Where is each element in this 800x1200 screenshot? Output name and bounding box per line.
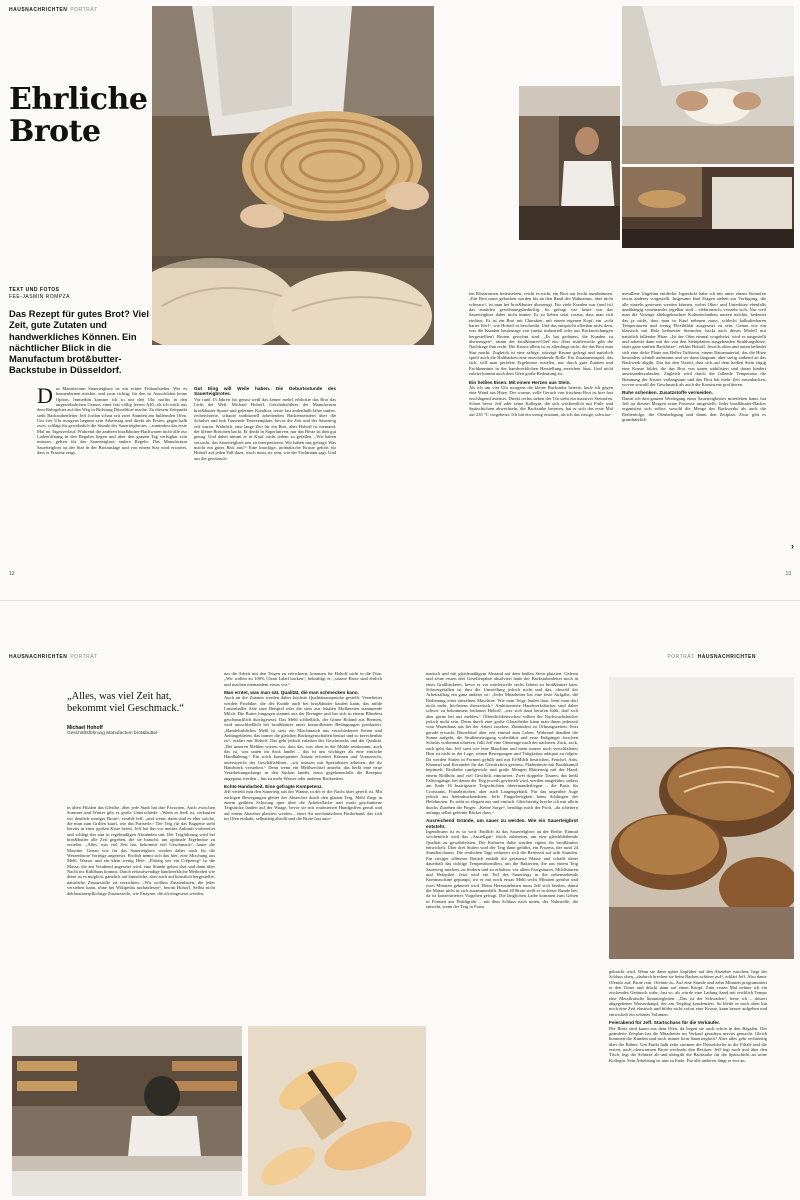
top-column-3: ten Röstaromen freizusetzen, reicht es nicht, ein Brot nur leicht anzubräunen. „Ein Brot muss gebacken werden bis an den Rand des Wahnsinns, aber nicht schwarz“, ist man bei brot&butter überzeugt. Für viele Kunden war (und ist) das zunächst gewöhnungsbedürftig. So gefragt wie heute war das Sauerteigbrot daher nicht immer. Es zu lieben setzt voraus, dass man sich einlässt. Es ist ein Brot mit Charakter, mit einem eigenen Kopf, ein „echt harter Kerl“, wie Hohoff es beschreibt. Und das entspricht offenbar nicht dem, was die Kunden heutzutage von (meist industriell oder aus Backmischungen hergestellten) Broten gewohnt sind. „Es hat gedauert, die Kunden zu überzeugen“, räumt der brot&butter-Chef ein. Aber mittlerweile gibt die Nachfrage ihm recht. Die Kruste allein ist es allerdings nicht, die das Brot zum Star macht. Zugleich ist eine saftige, würzige Krume gefragt und natürlich spielt auch die Haltbarkeit eine entscheidende Rolle. Ein Zusammenspiel, das sich, will man perfekte Ergebnisse erzielen, nur durch gute Zutaten und Fachkenntnis in der handwerklichen Herstellung erreichen lässt. Und nicht zuletzt kommt auch dem Ofen große Bedeutung zu. Ein heißes Eisen. Mit einem Herzen aus Stein. Als ich um vier Uhr morgens die kleine Backstube betrete, laufe ich gegen eine Wand aus Hitze. Der warme, volle Geruch von frischem Brot ist hier fast erschlagend intensiv. Direkt rechts neben der Tür steht ein massiver Steinofen. Schon bevor Jeff oder seine Kollegin, die sich wöchentlich mit Früh- und Spätschichten abwechseln, die Backstube betreten, hat er sich das erste Mal auf 235 °C vorgeheizt. Ich bin ein wenig erstaunt, als ich das riesige, schwarz-: [469, 291, 613, 417]
bottom-column-4: gebracht wird. Wenn sie dann später kopfüber auf den Abzieher rutschen, liegt der Schluss oben, „dadurch brechen sie beim Backen schöner auf“, erklärt Jeff. Also dann: Ofentür auf. Brote rein. Ofentür zu. Auf eine Stunde und zehn Minuten programmiert er den Timer und drückt dann auf einen Knopf. Zum ersten Mal nehme ich ein zischendes Geräusch wahr, fast so, als würde eine Ladung Sand mit reichlich Tempo eine Metallrutsche hinuntergleiten. „Das ist der Schwaden“, lerne ich – dosiert abgegebener Wasserdampf, der am Teigling kondensiert. So bleibt er nach oben hin noch eine Zeit elastisch und bildet nicht sofort eine Kruste, kann besser aufgehen und entwickelt ein schönes Volumen. Feierabend für Jeff. Startschuss für die Verkäufer. Die Brote sind kaum aus dem Ofen, da liegen sie auch schon in den Regalen. Der geänderte Zeitplan hat die Mitarbeiter im Verkauf geradezu nervös gemacht. Gleich kommen die Kunden und noch immer kein Sauerteigbrot? Aber alles geht rechtzeitig über die Bühne. Um Punkt halb zehn strömen die Düsseldorfer in die Filiale und die ersten, noch ofenwarmen Brote wechseln den Besitzer. Jeff fegt noch mal über den Tisch, legt die Schürze ab und übergibt die Backstube für die Spätschicht an seine Kollegin. Sein Arbeitstag ist nun zu Ende. Für alle anderen fängt er erst an.: [609, 969, 767, 1063]
running-head-right-bottom: PORTRÄT HAUSNACHRICHTEN: [667, 654, 756, 660]
top-column-1: D as Manufactum Sauerteigbrot ist ein echter Frühaufsteher. Wer es kennenlernen möchte, und zwar richtig, für den ist Ausschlafen keine Option. Immerhin komme ich so um drei Uhr nachts in den ungewöhnlichen Genuss einer fast völlig leeren A40, als ich mich aus dem Ruhrgebiet auf den Weg in Richtung Düsseldorf mache. Zu diesem Zeitpunkt steht Backstubenleiter Jeff Jordan schon seit zwei Stunden am bullernden Ofen. Um vier Uhr morgens beginnt sein Arbeitstag und direkt als Erstes, gegen halb zwei, schlägt für gewöhnlich die Stunde des Sauerteigbrotes – zumindest das erste Mal im Tagesverlauf. Während die anderen brot&butter-Backwaren nicht alle zur Ladenöffnung in den Regalen liegen und über den ganzen Tag verfügbar sein müssen, gelten für das Sauerteigbrot andere Regeln. Das Manufactum Sauerteigbrot ist der Star in der Brotauslage und von einem Star wird erwartet, dass er Präsenz zeigt.: [37, 386, 187, 456]
article-headline: Ehrliche Brote: [9, 82, 148, 149]
running-head-left: HAUSNACHRICHTEN PORTRÄT: [9, 7, 98, 13]
bottom-column-2: um die Arbeit mit den Teigen zu erleichtern, kommen für Hohoff nicht in die Tüte. „Wir wollen zu 100% Clean Label backen“, bekräftigt er, „unsere Brote sind ehrlich und machen niemandem etwas vor.“ Man erntet, was man sät. Qualität, die man schmecken kann. Auch an die Zutaten werden daher höchste Qualitätsansprüche gestellt. Verarbeitet werden Produkte, die der Kunde auch bei brot&butter kaufen kann, das milde Luisenhaller Salz zum Beispiel oder die stets aus lokalen Molkereien stammende Milch. Die Butter hingegen stammt aus der Bretagne und hat sich in einem Blindtest geschmacklich durchgesetzt. Das Mehl schließlich, der Grüne Roland aus Bremen, wird ausschließlich bei brot&butter unter kontrollierten Bedingungen produziert. „Handelsübliches Mehl ist stets ein Mischmasch aus verschiedenen Sorten und Anbaugebieten, das immer die gleichen Backeigenschaften besitzt und so berechenbar ist“, erklärt mir Hohoff. Das geht jedoch zulasten des Geschmacks und der Qualität. „Bei unseren Mehlen wissen wir, dass das, was oben in die Mühle reinkommt, auch das ist, was unten im Sack landet – das ist uns wichtiger als eine einfache Handhabung.“ Ein solch konsequenter Ansatz erfordert Können und Voraussicht, unterstreicht der Geschäftsführer, „wir müssen mit Spezialisten arbeiten, die ihr Handwerk verstehen.“ Denn wenn ein Mehlwechsel ansteht, das heißt eine neue Verarbeitungscharge in den Säcken landet, muss gegebenenfalls die Rezeptur angepasst werden – hin zu mehr Wasser oder anderen Backzeiten. Echte Handarbeit. Eine gefragte Kompetenz. Jeff verteilt nun den Sauerteig aus der Wanne, in der er die Nacht über gereift ist. Mit zackigen Bewegungen gleitet der Abstecher durch den glatten Teig, Mehl fliegt in einem geübten Schwung quer über die Arbeitsfläche und exakt geschnittene Teigstücke landen auf der Waage, bevor sie mit routinierten Handgriffen geruft und auf einem Abzieher platziert werden – einer Art mechanischem Förderband, das sich im Ofen einhakt, selbsttätig abrollt und die Brote fast auto-: [224, 671, 382, 822]
article-credit: TEXT UND FOTOS FEE-JASMIN ROMPZA: [9, 287, 71, 300]
top-column-4: metallene Ungetüm entdecke. Irgendwie habe ich mir unter einem Steinofen etwas anderes vorgestellt. Insgesamt fünf Etagen stehen zur Verfügung, die alle einzeln gesteuert werden können, wobei Ober- und Unterhitze ebenfalls unabhängig voneinander regelbar sind – elektronisch, versteht sich. Nur weil man die Vorzüge altehrgebrachter Kulturtechniken nutzen möchte, bedeutet das ja nicht, dass man in Kauf nehmen muss, schlecht kalkulierbaren Temperaturen und wenig Flexibilität ausgesetzt zu sein. Genau wie ein klassisch mit Holz befeuerter Steinofen, backt auch dieses Modell mit natürlich fallender Hitze. „Ist der Ofen einmal vorgeheizt, wird er ausgestellt und arbeitet dann mit der von den Steinplatten ausgehenden Strahlungshitze, einer ganz sanften Backhitze“, erklärt Hohoff. Jeweils oben und unten befindet sich eine dicke Platte aus Beller Tuffstein, einem Naturmaterial, das die Hitze besonders schnell aufnimmt und sie dann langsam, aber stetig sinkend an das Backwerk abgibt. Das hat den Vorteil, dass sich auf dem heißen Stein zügig eine Kruste bildet, die das Brot von unten stabilisiert und daran hindert auseinanderzulaufen. Zugleich wird durch die fallende Temperatur die Bräunung der Kruste verlangsamt und das Brot hat mehr Zeit auszubacken, wovon sowohl der Geschmack als auch die Konsistenz profitieren. Ruhe schenken. Zusatzstoffe vermeiden. Damit ich den ganzen Werdegang eines Sauerteigbrotes miterleben kann, hat Jeff an diesem Morgen seine Prozesse umgestellt. Jeder brot&butter-Bäcker organisiert sich selbst: sowohl die Menge des Backwerks als auch die Reihenfolge, die Ofenbelegung und damit den Zeitplan. Zwar gibt es grundsätzlich: [622, 291, 766, 422]
article-teaser: Das Rezept für gutes Brot? Viel Zeit, gute Zutaten und handwerkliches Können. Ein nächtlicher Blick in die Manufactum brot&butter-Backstube in Düsseldorf.: [9, 308, 149, 376]
top-column-2: Gut Ding will Weile haben. Die Geburtsstunde des Sauerteigbrotes. Vor rund 15 Jahren (so genau weiß das keiner mehr) erblickte das Brot das Licht der Welt. Michael Hohoff, Geschäftsführer der Manufactum brot&butter-Sparte und gelernter Konditor, reiste fast anderthalb Jahre umher, recherchierte, schaute traditionell arbeitenden Bäckermeistern über die Schulter und buk Tausende Testexemplare, bevor die Zeit und der Sauerteig reif waren. Wahrlich, eine lange Zeit für ein Brot, aber Hohoff ist niemand, der kleine Brötchen backt. Er denkt in Superlativen, nur das Beste ist ihm gut genug. Und dabei nimmt er in Kauf, nicht jedem zu gefallen. „Wir haben versucht, das Sauerteigbrot neu zu interpretieren. Wir haben uns gefragt: Was macht ein gutes Brot aus?“ Eine knackige, aromatische Kruste gehört für Hohoff auf jeden Fall dazu, rösch muss sie sein, wie der Fachmann sagt. Und um die gewünsch-: [194, 386, 336, 461]
pull-quote: „Alles, was viel Zeit hat, bekommt viel Geschmack.“ Michael Hohoff Geschäftsführung Manufactum brot&butter: [67, 691, 184, 736]
hero-photo-basket: [152, 6, 434, 345]
folio-left: 12: [9, 571, 15, 577]
running-head-left-bottom: HAUSNACHRICHTEN PORTRÄT: [9, 654, 98, 660]
photo-croissants: [248, 1026, 426, 1196]
photo-baker-at-oven: [519, 86, 620, 240]
photo-sourdough-loaves: [609, 677, 794, 959]
photo-oven-breads: [622, 167, 794, 248]
folio-right: 13: [785, 571, 791, 577]
photo-bakery-counter: [12, 1026, 242, 1196]
continue-arrow-icon: ›: [791, 541, 794, 551]
photo-shaping-dough: [622, 6, 794, 164]
bottom-column-1: in allen Filialen das Gleiche, aber jede Stadt hat ihre Favoriten. Auch zwischen Sommer und Winter gibt es große Unterschiede. „Wenn es heiß ist, verkaufen wir deutlich weniger Brote“, erzählt Jeff, „und wenn, dann sind es eher solche, die man zum Grillen kauft, wie das Pariserle.“ Der Teig für das Baguette steht bereits in einer großen Kiste bereit. Jeff hat ihn vor meiner Ankunft vorbereitet und schlägt ihn nun in regelmäßigen Abständen um. Der Teigführung wird bei brot&butter alle Zeit gegeben, die sie braucht, um optimale Ergebnisse zu erzielen. „Alles, was viel Zeit hat, bekommt viel Geschmack“, lautet die Maxime. Genau wie für das Sauerteigbrot werden daher auch für die Weizenbrote Vorteige angesetzt. Poolish nennt sich das hier, eine Mischung aus Mehl, Wasser und ein klein wenig Hefe. „Flüssig wie ein Crêpeteig“ ist die Masse, die am Vorabend angesetzt wird, eine Stunde gehen darf und dann über Nacht ins Kühlhaus kommt. Durch zeitaufwendige handwerkliche Methoden wie diese ist es möglich, gänzlich auf künstliche, aber auch auf künstlich hergestellte, natürliche Zusatzstoffe zu verzichten. „Wir wollten Zutatenlisten, die jeder verstehen kann, ohne bei Wikipedia nachzulesen“, betont Hohoff. Selbst nicht deklarationspflichtige Zusatzstoffe, wie Enzyme, die oft eingesetzt werden,: [67, 805, 215, 896]
bottom-column-3: matisch und mit gleichmäßigem Abstand auf dem heißen Stein platziert. Gelernt und seine ersten drei Gesellenjahre absolviert hatte der Backstubenleiter noch in einer Großbäckerei, bevor er vor mittlerweile sechs Jahren zu brot&butter kam. Schwergefallen ist ihm die Umstellung jedoch nicht und das, obwohl der Arbeitsalltag ein ganz anderer ist: „Jeder Mitarbeiter hat eine feste Aufgabe, die Bedienung einer einzelnen Maschine. Wie man Teige laufen lässt, lernt man dort nicht mehr, höchstens theoretisch.“ Ambitionierte Handwerksbäcker sind daher schwer zu bekommen, bedauert Hohoff, „wer sich dazu berufen fühlt, darf sich aber gerne bei uns melden.“ Öffentlichkeitsscheu sollten die Nachwuchsbäcker jedoch nicht sein. Denn durch eine große Glasscheibe kann man ihnen jederzeit vom Warenhaus aus bei der Arbeit zusehen. Zumindest zu Öffnungszeiten. Jetzt gerade erwacht Düsseldorf aber erst einmal zum Leben. Während draußen die Sonne aufgeht, die Straßenreinigung vorbeifährt und erste Fußgänger forschen Schritts vorbeimarschieren, füllt Jeff eine Ofenetage nach der nächsten. Zack, zack, zack geht das. Jeff surrt wie eine Maschine und mein immer noch verschlafenes Hirn ist nicht in der Lage, seinen Bewegungen und Tätigkeiten adäquat zu folgen. Da werden Stuten in Formen gefüllt und mit Ei-Milch bestrichen, Fenchel, Anis, Kümmel und Koriander für das Gewürzbrot gestreut, Fladenbrote mit Basilikumöl bepinselt, Brotlaibe rundgewirkt und große Mengen Blätterteig mit der Hand, einem Rollholz und viel Geschick eintouriert. Zwei doppelte Touren, das heißt Faltvorgänge, bei denen der Teig jeweils geviertelt wird, werden ausgeführt, sodass am Ende 16 buttrigzarte Teigschichten übereinanderliegen – die Basis für Croissants, Franzbrötchen, aber auch Laugengebäck. Für das ungeübte Auge jedoch am beeindruckendsten: Jeffs Fingerfertigkeit beim Schlingen der Hefeknoten. Es sieht so elegant aus und einfach. Gleichzeitig breche ich mir allein durchs Zusehen die Finger. „Keine Sorge“, beruhigt mich der Profi, „da scheitern anfangs selbst gelernte Bäcker dran.“ Ausreichend Gründe, um sauer zu werden. Wie ein Sauerteigbrot entsteht. Irgendwann ist es so weit: Endlich ist das Sauerteigbrot an der Reihe. Einmal wöchentlich wird das „Anstellgut“ frisch zubereitet, um eine gleichbleibende Qualität zu gewährleisten. Die Kulturen dafür wurden eigens für brot&butter entwickelt. Über drei Stufen wird der Teig dann geführt, ein Prozess, der rund 24 Stunden dauert. Die restlichen Tage reduziert sich die Reifezeit auf acht Stunden. Ein riesiger silberner Bottich enthält die gesäuerte Masse und schafft dabei dauerhaft das richtige Temperaturmilieu, um die Bakterien, die aus einem Teig Sauerteig machen, zu fördern und zu erhalten: vor allem Essigsäuren, Milchsäuren und Hefepilze. Jetzt wird ein Teil des Sauerteigs in die nebenstehende Knetmaschine gepumpt, wo er mit noch etwas Mehl sechs Minuten gerührt und zwei Minuten geknetet wird. Beim Herausnehmen muss Jeff sich beeilen, damit die Masse nicht in sich zusammenfällt. Rund 40 Brote stellt er in dieser Runde her, da ist konzentriertes Vorgehen gefragt. Die länglichen Laibe kommen zum Gehen in Formen aus Peddigrohr – mit dem Schluss nach unten, der Nahtstelle, die entsteht, wenn der Teig in Form: [426, 671, 578, 909]
dropcap: D: [37, 386, 53, 408]
spread-bottom: [0, 600, 800, 1200]
